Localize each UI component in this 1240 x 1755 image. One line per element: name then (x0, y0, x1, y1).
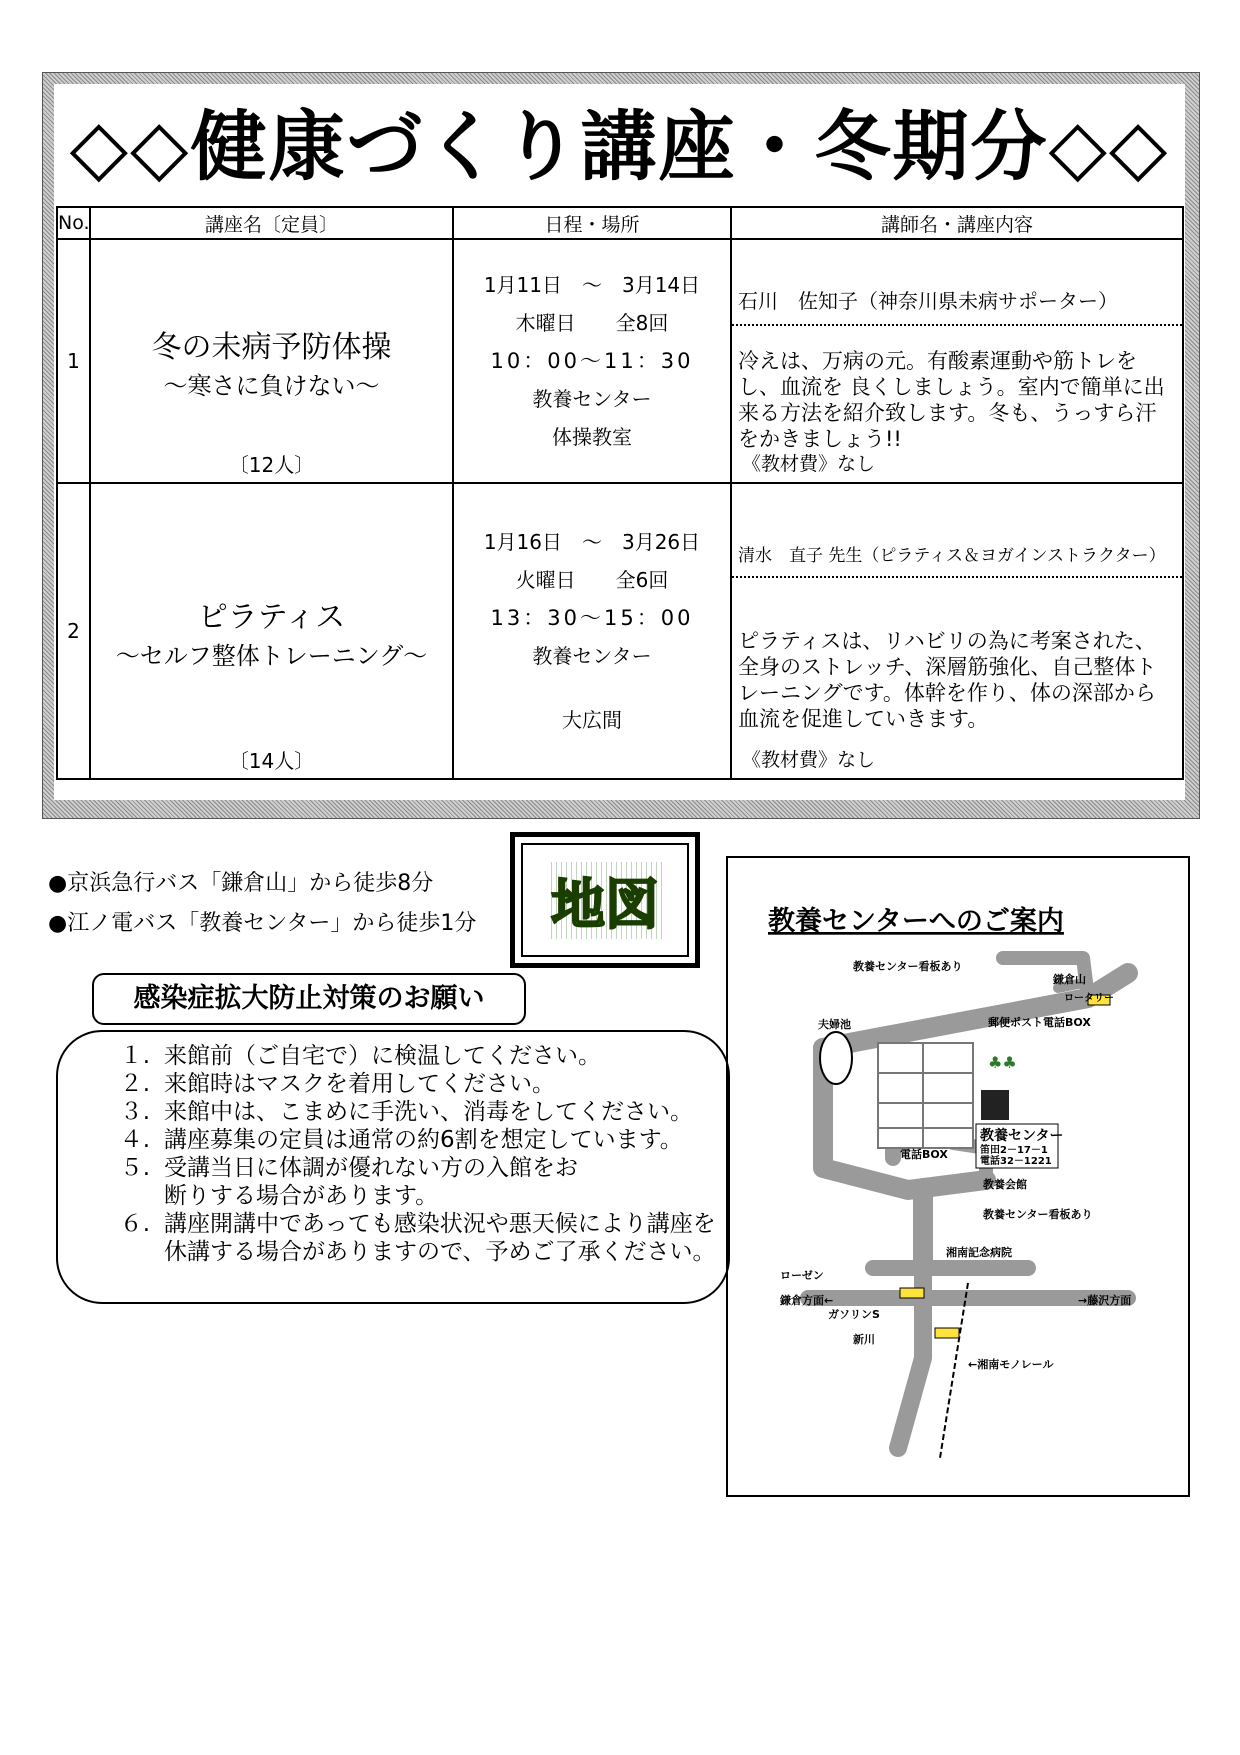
header-schedule: 日程・場所 (453, 207, 731, 239)
course-number: 1 (57, 239, 90, 483)
course-number: 2 (57, 483, 90, 779)
list-item (98, 1042, 728, 1070)
item-text: 講座募集の定員は通常の約6割を想定しています。 (164, 1127, 683, 1153)
center-building (878, 1043, 973, 1148)
list-item (98, 1154, 728, 1210)
label-fujisawa-direction: →藤沢方面 (1078, 1294, 1132, 1307)
item-text: 来館中は、こまめに手洗い、消毒をしてください。 (164, 1099, 693, 1125)
list-item (98, 1126, 728, 1154)
course-room: 大広間 (562, 708, 622, 732)
map-button-label: 地図 (547, 862, 663, 939)
label-center: 教養センター (980, 1128, 1064, 1144)
table-header-row (57, 207, 1183, 239)
header-no: No. (57, 207, 90, 239)
course-subtitle: ～セルフ整体トレーニング～ (115, 641, 428, 670)
item-number: ６. (119, 1211, 150, 1237)
building-black (981, 1090, 1009, 1120)
label-phone: 電話BOX (900, 1148, 948, 1161)
traffic-light-icon (900, 1288, 924, 1298)
item-number: ３. (119, 1099, 150, 1125)
course-venue: 教養センター (532, 644, 652, 668)
label-kamakura-direction: 鎌倉方面← (780, 1294, 834, 1307)
traffic-light-icon (935, 1328, 959, 1338)
map-button[interactable] (510, 832, 700, 968)
label-pond: 夫婦池 (818, 1018, 851, 1031)
list-item (98, 1070, 728, 1098)
list-item (98, 1210, 728, 1266)
schedule-cell (453, 239, 731, 483)
item-text: 受講当日に体調が優れない方の入館をお断りする場合があります。 (164, 1155, 578, 1209)
schedule-cell (453, 483, 731, 779)
map-drawing (728, 858, 1188, 1495)
page-title: ◇◇健康づくり講座・冬期分◇◇ (69, 102, 1170, 191)
item-number: ４. (119, 1127, 150, 1153)
course-name: ピラティス (197, 599, 346, 635)
lecturer-cell (731, 239, 1183, 483)
label-center-tel: 電話32－1221 (980, 1156, 1052, 1167)
lecturer-name: 石川 佐知子（神奈川県未病サポーター） (732, 271, 1182, 326)
item-number: ５. (119, 1155, 150, 1181)
course-table (56, 206, 1184, 780)
course-day-count: 木曜日 全8回 (515, 311, 669, 335)
header-course-name: 講座名〔定員〕 (90, 207, 453, 239)
table-row (57, 239, 1183, 483)
course-name: 冬の未病予防体操 (151, 329, 392, 365)
label-rotary: ロータリー (1064, 993, 1114, 1004)
course-capacity: 〔12人〕 (228, 453, 315, 477)
course-venue: 教養センター (532, 387, 652, 411)
access-bus-kamakurayama: ●京浜急行バス「鎌倉山」から徒歩8分 (48, 871, 434, 896)
roads (808, 958, 1128, 1448)
course-name-cell (90, 483, 453, 779)
item-text: 講座開講中であっても感染状況や悪天候により講座を休講する場合がありますので、予めご了承ください。 (164, 1211, 716, 1265)
item-number: １. (119, 1043, 150, 1069)
list-item (98, 1098, 728, 1126)
label-kamakurayama: 鎌倉山 (1053, 973, 1086, 986)
notice-title: 感染症拡大防止対策のお願い (92, 973, 526, 1025)
item-text: 来館時はマスクを着用してください。 (164, 1071, 555, 1097)
building (878, 1043, 973, 1148)
access-map (726, 856, 1190, 1497)
lecturer-name: 清水 直子 先生（ピラティス＆ヨガインストラクター） (732, 531, 1182, 578)
map-title: 教養センターへのご案内 (768, 906, 1064, 937)
label-sign-top: 教養センター看板あり (853, 960, 963, 973)
label-shinkawa: 新川 (853, 1333, 875, 1346)
course-day-count: 火曜日 全6回 (515, 568, 669, 592)
course-room: 体操教室 (552, 425, 632, 449)
trees-icon: ♣♣ (988, 1053, 1017, 1072)
label-hall: 教養会館 (983, 1178, 1027, 1191)
course-description: 冷えは、万病の元。有酸素運動や筋トレをし、血流を 良くしましょう。室内で簡単に出来る方法を紹介致します。冬も、うっすら汗をかきましょう!! (738, 348, 1165, 451)
label-monorail: ←湘南モノレール (968, 1358, 1054, 1371)
pond-icon (820, 1032, 852, 1084)
item-number: ２. (119, 1071, 150, 1097)
course-dates: 1月16日 ～ 3月26日 (483, 530, 701, 554)
label-post: 郵便ポスト電話BOX (988, 1016, 1091, 1029)
table-row (57, 483, 1183, 779)
course-description: ピラティスは、リハビリの為に考案された、全身のストレッチ、深層筋強化、自己整体トレーニングです。体幹を作り、体の深部から血流を促進していきます。 (738, 628, 1157, 731)
course-dates: 1月11日 ～ 3月14日 (483, 273, 701, 297)
course-time: 13：30～15：00 (490, 606, 694, 630)
course-time: 10：00～11：30 (490, 349, 694, 373)
label-lawson: ローゼン (780, 1269, 824, 1282)
notice-box (56, 1030, 730, 1304)
material-fee: 《教材費》なし (742, 749, 876, 771)
monorail-line (940, 1283, 968, 1458)
item-text: 来館前（ご自宅で）に検温してください。 (164, 1043, 601, 1069)
material-fee: 《教材費》なし (742, 453, 876, 475)
label-hospital: 湘南記念病院 (946, 1246, 1012, 1259)
course-subtitle: ～寒さに負けない～ (163, 371, 380, 400)
course-capacity: 〔14人〕 (228, 749, 315, 773)
notice-list (58, 1032, 728, 1266)
lecturer-cell (731, 483, 1183, 779)
label-sign-bottom: 教養センター看板あり (983, 1208, 1093, 1221)
label-gas: ガソリンS (828, 1308, 880, 1321)
header-lecturer: 講師名・講座内容 (731, 207, 1183, 239)
access-bus-center: ●江ノ電バス「教養センター」から徒歩1分 (48, 911, 477, 936)
course-name-cell (90, 239, 453, 483)
label-center-address: 笛田2－17－1 (980, 1145, 1048, 1156)
